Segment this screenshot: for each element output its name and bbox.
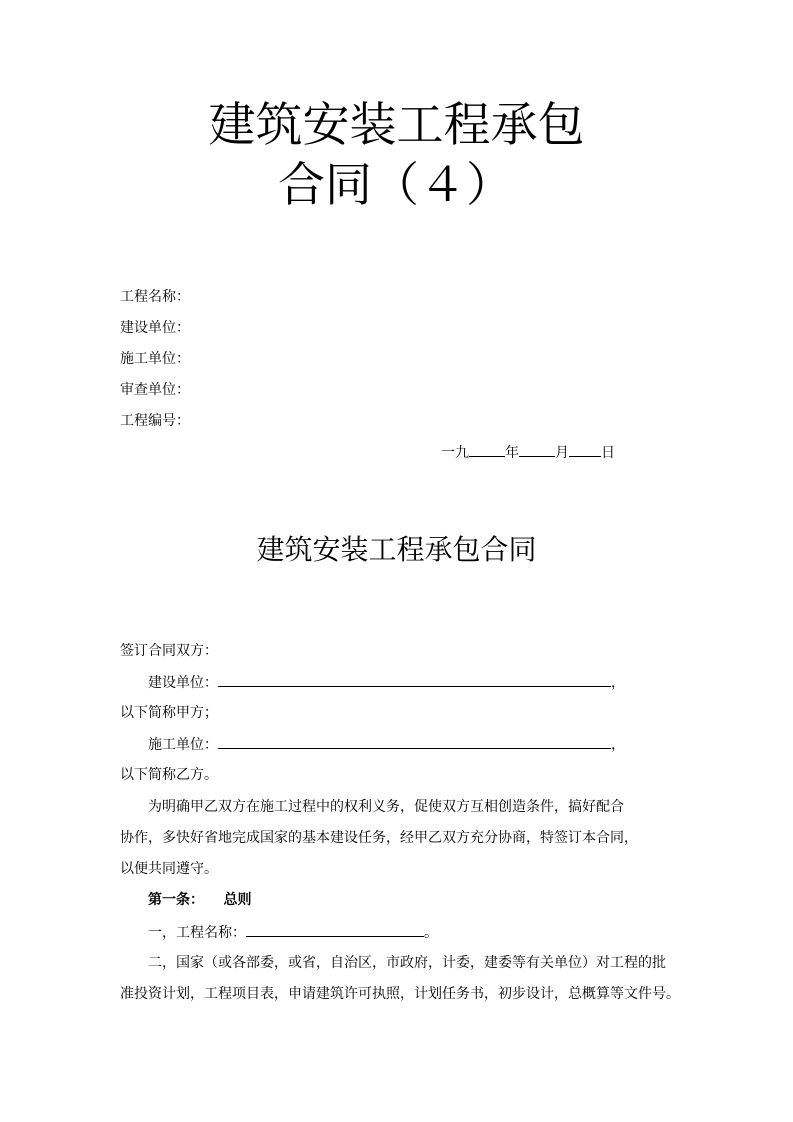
- date-month-label: 月: [555, 445, 569, 461]
- project-name-blank[interactable]: [246, 922, 424, 937]
- article1-item2-line2: 准投资计划，工程项目表，申请建筑许可执照，计划任务书，初步设计，总概算等文件号。: [120, 986, 680, 1002]
- document-title-line1: 建筑安装工程承包: [208, 98, 585, 153]
- party-b-blank[interactable]: [218, 734, 611, 749]
- date-prefix: 一九: [441, 445, 469, 461]
- party-a-blank[interactable]: [218, 672, 611, 687]
- party-a-note: 以下简称甲方；: [120, 705, 218, 721]
- article1-item2-line1: 二，国家（或各部委，或省，自治区，市政府，计委，建委等有关单位）对工程的批: [148, 955, 666, 971]
- party-b-label: 施工单位：: [148, 737, 218, 753]
- item1-suffix: 。: [424, 925, 438, 941]
- party-b-suffix: ，: [611, 737, 625, 753]
- article1-heading: [148, 890, 252, 910]
- cover-field-client: 建设单位：: [120, 320, 190, 336]
- date-day-label: 日: [601, 445, 615, 461]
- contract-title: 建筑安装工程承包合同: [256, 533, 537, 566]
- date-day-blank[interactable]: [569, 442, 601, 457]
- party-a-suffix: ，: [611, 675, 625, 691]
- date-line: [441, 442, 615, 463]
- party-b-note: 以下简称乙方。: [120, 767, 218, 783]
- party-b-line: [148, 734, 625, 755]
- item1-label: 一，工程名称：: [148, 925, 246, 941]
- preamble-line1: 为明确甲乙双方在施工过程中的权利义务，促使双方互相创造条件，搞好配合: [148, 799, 624, 815]
- preamble-line3: 以便共同遵守。: [120, 861, 218, 877]
- cover-field-reviewer: 审查单位：: [120, 382, 190, 398]
- cover-field-project-number: 工程编号：: [120, 413, 190, 429]
- article1-title: 总则: [223, 892, 252, 908]
- article1-number: 第一条：: [148, 892, 204, 908]
- document-title-line2: 合同（４）: [278, 158, 513, 213]
- article1-item1: [148, 922, 438, 943]
- date-year-label: 年: [505, 445, 519, 461]
- parties-intro: 签订合同双方：: [120, 643, 218, 659]
- cover-field-project-name: 工程名称：: [120, 289, 190, 305]
- party-a-line: [148, 672, 625, 693]
- party-a-label: 建设单位：: [148, 675, 218, 691]
- date-year-blank[interactable]: [469, 442, 505, 457]
- preamble-line2: 协作，多快好省地完成国家的基本建设任务，经甲乙双方充分协商，特签订本合同，: [120, 830, 638, 846]
- cover-field-contractor: 施工单位：: [120, 351, 190, 367]
- date-month-blank[interactable]: [519, 442, 555, 457]
